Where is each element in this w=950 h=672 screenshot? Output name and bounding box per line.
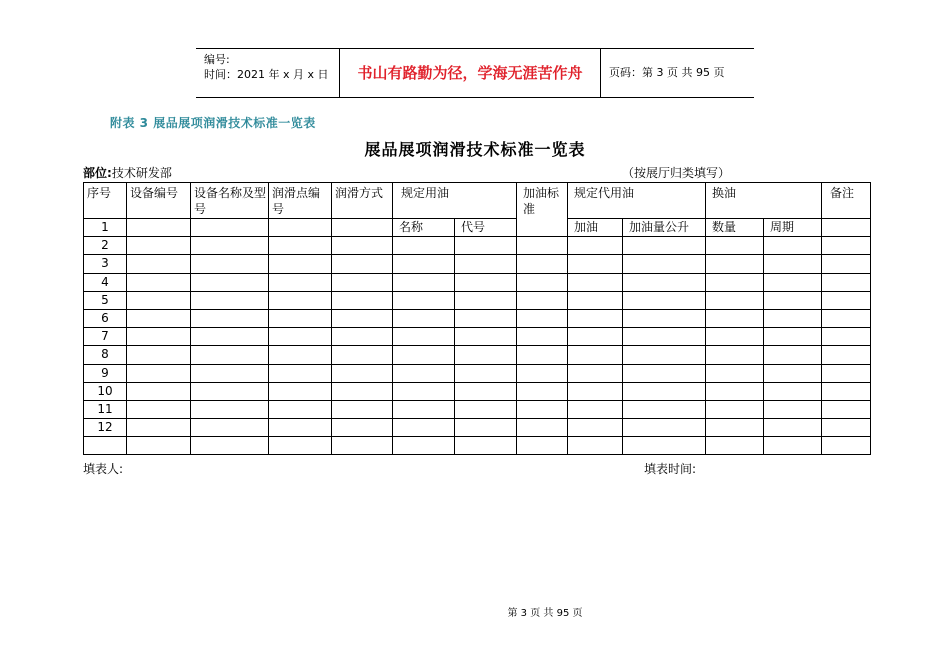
table-cell: [393, 309, 455, 327]
col-sub-oil: 规定代用油: [568, 183, 706, 219]
table-cell: [623, 291, 706, 309]
table-cell: [269, 291, 332, 309]
table-cell: [269, 437, 332, 455]
table-cell: [269, 328, 332, 346]
table-cell: [517, 273, 568, 291]
table-cell: [764, 364, 822, 382]
row-number: 10: [84, 382, 127, 400]
page-number: 第 3 页 共 95 页: [507, 608, 583, 619]
table-cell: [191, 291, 269, 309]
table-row: [84, 364, 871, 382]
appendix-title: 附表 3 展品展项润滑技术标准一览表: [110, 116, 316, 130]
table-cell: [822, 419, 871, 437]
table-cell: [623, 364, 706, 382]
table-row: [84, 382, 871, 400]
table-cell: [706, 400, 764, 418]
table-cell: [393, 328, 455, 346]
table-cell: [764, 400, 822, 418]
table-cell: [517, 364, 568, 382]
table-cell: [517, 419, 568, 437]
table-cell: [269, 382, 332, 400]
table-cell: [822, 309, 871, 327]
table-cell: [455, 255, 517, 273]
table-cell: [127, 364, 191, 382]
table-cell: [191, 309, 269, 327]
table-cell: [127, 437, 191, 455]
table-cell: [191, 346, 269, 364]
table-cell: [623, 237, 706, 255]
table-cell: [568, 237, 623, 255]
fill-note: （按展厅归类填写）: [622, 166, 731, 180]
table-cell: [568, 382, 623, 400]
table-cell: [191, 273, 269, 291]
table-cell: [127, 382, 191, 400]
table-cell: [191, 419, 269, 437]
table-cell: [822, 437, 871, 455]
table-cell: [127, 328, 191, 346]
col-spec-oil: 规定用油: [393, 183, 517, 219]
subcol-code: 代号: [455, 219, 517, 237]
table-cell: [568, 400, 623, 418]
row-number: 8: [84, 346, 127, 364]
table-cell: [332, 237, 393, 255]
row-number: 5: [84, 291, 127, 309]
table-cell: [127, 219, 191, 237]
table-cell: [822, 400, 871, 418]
table-cell: [127, 309, 191, 327]
table-cell: [269, 255, 332, 273]
doc-time-label: 时间：2021 年 x 月 x 日: [204, 68, 329, 81]
col-seq: 序号: [84, 183, 127, 219]
table-cell: [706, 346, 764, 364]
table-cell: [332, 400, 393, 418]
row-number: 1: [84, 219, 127, 237]
motto-text: 书山有路勤为径，学海无涯苦作舟: [339, 49, 601, 97]
table-cell: [393, 237, 455, 255]
table-cell: [568, 419, 623, 437]
table-cell: [127, 346, 191, 364]
col-equip-no: 设备编号: [127, 183, 191, 219]
table-cell: [517, 309, 568, 327]
subcol-cycle: 周期: [764, 219, 822, 237]
table-cell: [455, 419, 517, 437]
row-number: [84, 437, 127, 455]
table-cell: [127, 291, 191, 309]
table-cell: [568, 255, 623, 273]
table-cell: [455, 291, 517, 309]
table-cell: [822, 255, 871, 273]
table-cell: [764, 237, 822, 255]
table-cell: [517, 382, 568, 400]
table-cell: [393, 419, 455, 437]
table-cell: [269, 219, 332, 237]
table-cell: [764, 273, 822, 291]
table-cell: [455, 237, 517, 255]
table-cell: [332, 382, 393, 400]
table-cell: [706, 291, 764, 309]
doc-code-label: 编号:: [204, 53, 230, 66]
row-number: 11: [84, 400, 127, 418]
table-cell: [455, 400, 517, 418]
table-cell: [764, 382, 822, 400]
table-cell: [517, 237, 568, 255]
table-cell: [706, 382, 764, 400]
table-cell: [568, 309, 623, 327]
col-lube-point: 润滑点编号: [269, 183, 332, 219]
table-cell: [127, 273, 191, 291]
table-cell: [706, 328, 764, 346]
table-cell: [822, 382, 871, 400]
table-cell: [623, 309, 706, 327]
table-cell: [822, 273, 871, 291]
table-cell: [393, 346, 455, 364]
table-cell: [706, 309, 764, 327]
table-cell: [393, 255, 455, 273]
table-cell: [455, 328, 517, 346]
row-number: 9: [84, 364, 127, 382]
table-cell: [332, 219, 393, 237]
table-cell: [455, 382, 517, 400]
col-remark: 备注: [822, 183, 871, 219]
table-row: [84, 255, 871, 273]
table-row: [84, 309, 871, 327]
table-cell: [127, 419, 191, 437]
table-row: [84, 437, 871, 455]
table-cell: [332, 419, 393, 437]
table-cell: [568, 437, 623, 455]
subcol-add: 加油: [568, 219, 623, 237]
table-cell: [517, 255, 568, 273]
table-cell: [822, 346, 871, 364]
table-cell: [191, 328, 269, 346]
row-number: 4: [84, 273, 127, 291]
table-cell: [706, 237, 764, 255]
table-cell: [706, 419, 764, 437]
table-cell: [623, 382, 706, 400]
table-cell: [127, 237, 191, 255]
table-cell: [623, 437, 706, 455]
table-cell: [393, 273, 455, 291]
table-cell: [269, 364, 332, 382]
table-cell: [332, 328, 393, 346]
header-meta: [196, 49, 339, 97]
table-cell: [393, 382, 455, 400]
table-cell: [269, 419, 332, 437]
table-cell: [822, 291, 871, 309]
table-cell: [393, 400, 455, 418]
department-value: 技术研发部: [111, 166, 172, 180]
table-row: [84, 237, 871, 255]
col-equip-name: 设备名称及型号: [191, 183, 269, 219]
table-cell: [568, 364, 623, 382]
table-cell: [332, 291, 393, 309]
table-cell: [764, 291, 822, 309]
header-row: [84, 183, 871, 219]
table-cell: [822, 219, 871, 237]
table-cell: [269, 346, 332, 364]
table-cell: [127, 400, 191, 418]
table-cell: [191, 400, 269, 418]
subcol-name: 名称: [393, 219, 455, 237]
table-cell: [623, 273, 706, 291]
table-cell: [269, 237, 332, 255]
table-row: [84, 419, 871, 437]
subcol-qty: 数量: [706, 219, 764, 237]
table-cell: [706, 255, 764, 273]
table-cell: [517, 328, 568, 346]
table-cell: [455, 273, 517, 291]
department-line: [83, 164, 172, 181]
department-label: 部位:: [83, 166, 112, 180]
table-cell: [568, 328, 623, 346]
table-cell: [764, 419, 822, 437]
table-cell: [764, 328, 822, 346]
table-cell: [568, 291, 623, 309]
table-cell: [764, 255, 822, 273]
table-cell: [455, 437, 517, 455]
table-cell: [517, 437, 568, 455]
table-cell: [269, 400, 332, 418]
table-cell: [568, 346, 623, 364]
table-row: [84, 346, 871, 364]
table-row: [84, 400, 871, 418]
table-cell: [568, 273, 623, 291]
table-cell: [764, 346, 822, 364]
table-cell: [191, 382, 269, 400]
table-cell: [191, 219, 269, 237]
subheader-row: [84, 219, 871, 237]
table-cell: [393, 437, 455, 455]
table-cell: [517, 346, 568, 364]
table-cell: [332, 364, 393, 382]
table-cell: [191, 437, 269, 455]
table-cell: [332, 255, 393, 273]
table-cell: [517, 291, 568, 309]
table-row: [84, 328, 871, 346]
table-cell: [623, 346, 706, 364]
table-cell: [455, 364, 517, 382]
table-cell: [332, 309, 393, 327]
table-cell: [393, 364, 455, 382]
table-cell: [455, 309, 517, 327]
table-cell: [623, 419, 706, 437]
table-cell: [127, 255, 191, 273]
lubrication-table: [83, 182, 871, 455]
table-row: [84, 273, 871, 291]
fill-time-label: 填表时间:: [644, 462, 697, 476]
table-cell: [332, 346, 393, 364]
subcol-add-amount: 加油量公升: [623, 219, 706, 237]
table-cell: [764, 309, 822, 327]
document-title: 展品展项润滑技术标准一览表: [364, 140, 586, 159]
table-cell: [269, 309, 332, 327]
table-cell: [623, 328, 706, 346]
table-cell: [191, 237, 269, 255]
table-cell: [822, 364, 871, 382]
row-number: 2: [84, 237, 127, 255]
table-cell: [706, 437, 764, 455]
table-cell: [623, 255, 706, 273]
table-cell: [455, 346, 517, 364]
row-number: 12: [84, 419, 127, 437]
table-cell: [822, 237, 871, 255]
filler-label: 填表人:: [83, 462, 124, 476]
row-number: 6: [84, 309, 127, 327]
col-change-oil: 换油: [706, 183, 822, 219]
col-add-std: 加油标准: [517, 183, 568, 237]
table-row: [84, 291, 871, 309]
table-cell: [623, 400, 706, 418]
table-cell: [332, 437, 393, 455]
table-cell: [822, 328, 871, 346]
page-code: 页码：第 3 页 共 95 页: [609, 66, 725, 79]
table-cell: [517, 400, 568, 418]
table-cell: [393, 291, 455, 309]
table-cell: [269, 273, 332, 291]
table-cell: [191, 255, 269, 273]
document-header: [196, 48, 754, 98]
table-cell: [706, 273, 764, 291]
table-cell: [706, 364, 764, 382]
row-number: 7: [84, 328, 127, 346]
col-lube-method: 润滑方式: [332, 183, 393, 219]
row-number: 3: [84, 255, 127, 273]
table-cell: [764, 437, 822, 455]
table-cell: [191, 364, 269, 382]
table-cell: [332, 273, 393, 291]
